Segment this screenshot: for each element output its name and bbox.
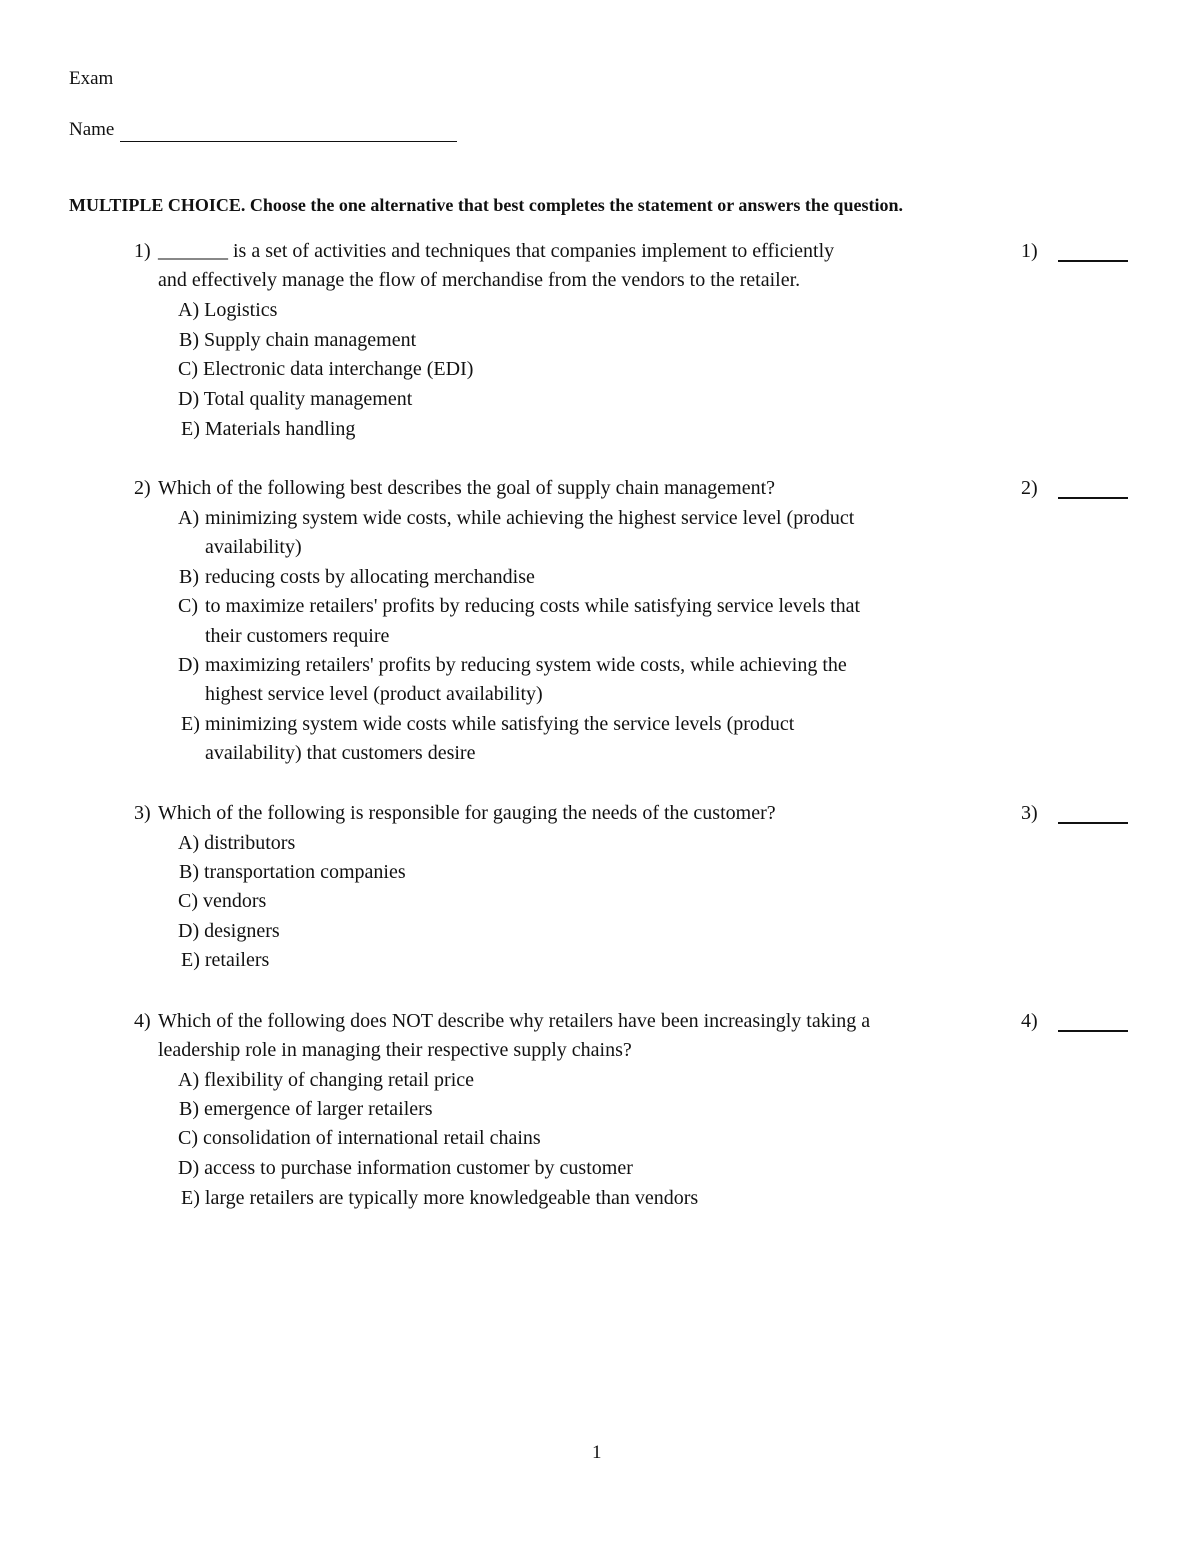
page-number: 1 [592, 1442, 602, 1463]
option-text: minimizing system wide costs, while achieving the highest service level (product [205, 507, 855, 529]
option-letter: B) [179, 566, 199, 588]
option[interactable] [178, 887, 266, 917]
option-text: designers [204, 920, 280, 942]
option[interactable] [179, 1095, 433, 1125]
answer-number: 2) [1021, 477, 1038, 499]
option-text: Materials handling [204, 418, 356, 440]
option-letter: A) [178, 299, 200, 321]
option-text: their customers require [205, 625, 390, 647]
option[interactable] [181, 946, 269, 976]
question-text-line: _______ is a set of activities and techniques that companies implement to efficiently [158, 240, 835, 262]
question-text-line: Which of the following does NOT describe why retailers have been increasingly taking a [158, 1010, 871, 1032]
option-letter: E) [181, 418, 200, 440]
option-letter: D) [178, 1157, 200, 1179]
option-text: consolidation of international retail chains [203, 1127, 541, 1149]
option-text: maximizing retailers' profits by reducing system wide costs, while achieving the [205, 654, 847, 676]
question-number: 1) [134, 240, 151, 262]
option[interactable] [181, 1184, 698, 1214]
option[interactable] [178, 917, 280, 947]
option-letter: A) [178, 832, 200, 854]
option-text: to maximize retailers' profits by reducing costs while satisfying service levels that [205, 595, 861, 617]
option[interactable] [178, 1154, 633, 1184]
option-text: flexibility of changing retail price [204, 1069, 475, 1091]
exam-title: Exam [69, 68, 114, 89]
name-blank-line[interactable] [120, 141, 457, 142]
option-text: availability) [205, 536, 302, 558]
option-letter: C) [178, 595, 198, 617]
option-text: reducing costs by allocating merchandise [205, 566, 535, 588]
question-text-line: and effectively manage the flow of merchandise from the vendors to the retailer. [158, 269, 801, 291]
option-text: Electronic data interchange (EDI) [203, 358, 474, 380]
name-label: Name [69, 119, 115, 140]
option-text: highest service level (product availability) [205, 683, 543, 705]
option-text: large retailers are typically more knowledgeable than vendors [204, 1187, 699, 1209]
option[interactable] [178, 385, 412, 415]
option[interactable] [178, 829, 295, 859]
answer-number: 3) [1021, 802, 1038, 824]
option[interactable] [179, 858, 406, 888]
answer-blank[interactable] [1058, 260, 1128, 262]
instructions: MULTIPLE CHOICE. Choose the one alternative that best completes the statement or answers the question. [69, 195, 903, 215]
answer-blank[interactable] [1058, 1030, 1128, 1032]
option-letter: B) [179, 1098, 199, 1120]
option-letter: E) [181, 1187, 200, 1209]
option-letter: C) [178, 890, 198, 912]
option[interactable] [179, 326, 416, 356]
option-letter: D) [178, 654, 200, 676]
option[interactable] [178, 1124, 541, 1154]
question-text-line: leadership role in managing their respective supply chains? [158, 1039, 632, 1061]
question-number: 3) [134, 802, 151, 824]
question-number: 2) [134, 477, 151, 499]
option-letter: A) [178, 507, 200, 529]
question-number: 4) [134, 1010, 151, 1032]
option-text: Total quality management [203, 388, 413, 410]
option-letter: B) [179, 329, 199, 351]
answer-number: 1) [1021, 240, 1038, 262]
question-text-line: Which of the following best describes the goal of supply chain management? [158, 477, 776, 499]
option-letter: E) [181, 713, 200, 735]
option-text: vendors [203, 890, 267, 912]
option-letter: A) [178, 1069, 200, 1091]
option-text: transportation companies [204, 861, 406, 883]
option-letter: C) [178, 1127, 198, 1149]
option-text: availability) that customers desire [205, 742, 476, 764]
option-text: retailers [204, 949, 270, 971]
question-text-line: Which of the following is responsible for gauging the needs of the customer? [158, 802, 776, 824]
option[interactable] [178, 1066, 474, 1096]
option-text: Logistics [204, 299, 278, 321]
option[interactable] [178, 296, 277, 326]
option[interactable] [178, 355, 473, 385]
option-text: emergence of larger retailers [204, 1098, 433, 1120]
option[interactable] [181, 415, 355, 445]
answer-blank[interactable] [1058, 497, 1128, 499]
option-text: distributors [204, 832, 296, 854]
option-letter: D) [178, 920, 200, 942]
option-text: minimizing system wide costs while satisfying the service levels (product [205, 713, 795, 735]
option-text: access to purchase information customer by customer [204, 1157, 633, 1179]
answer-number: 4) [1021, 1010, 1038, 1032]
option-text: Supply chain management [204, 329, 417, 351]
option-letter: B) [179, 861, 199, 883]
option-letter: D) [178, 388, 200, 410]
answer-blank[interactable] [1058, 822, 1128, 824]
option-letter: C) [178, 358, 198, 380]
option-letter: E) [181, 949, 200, 971]
